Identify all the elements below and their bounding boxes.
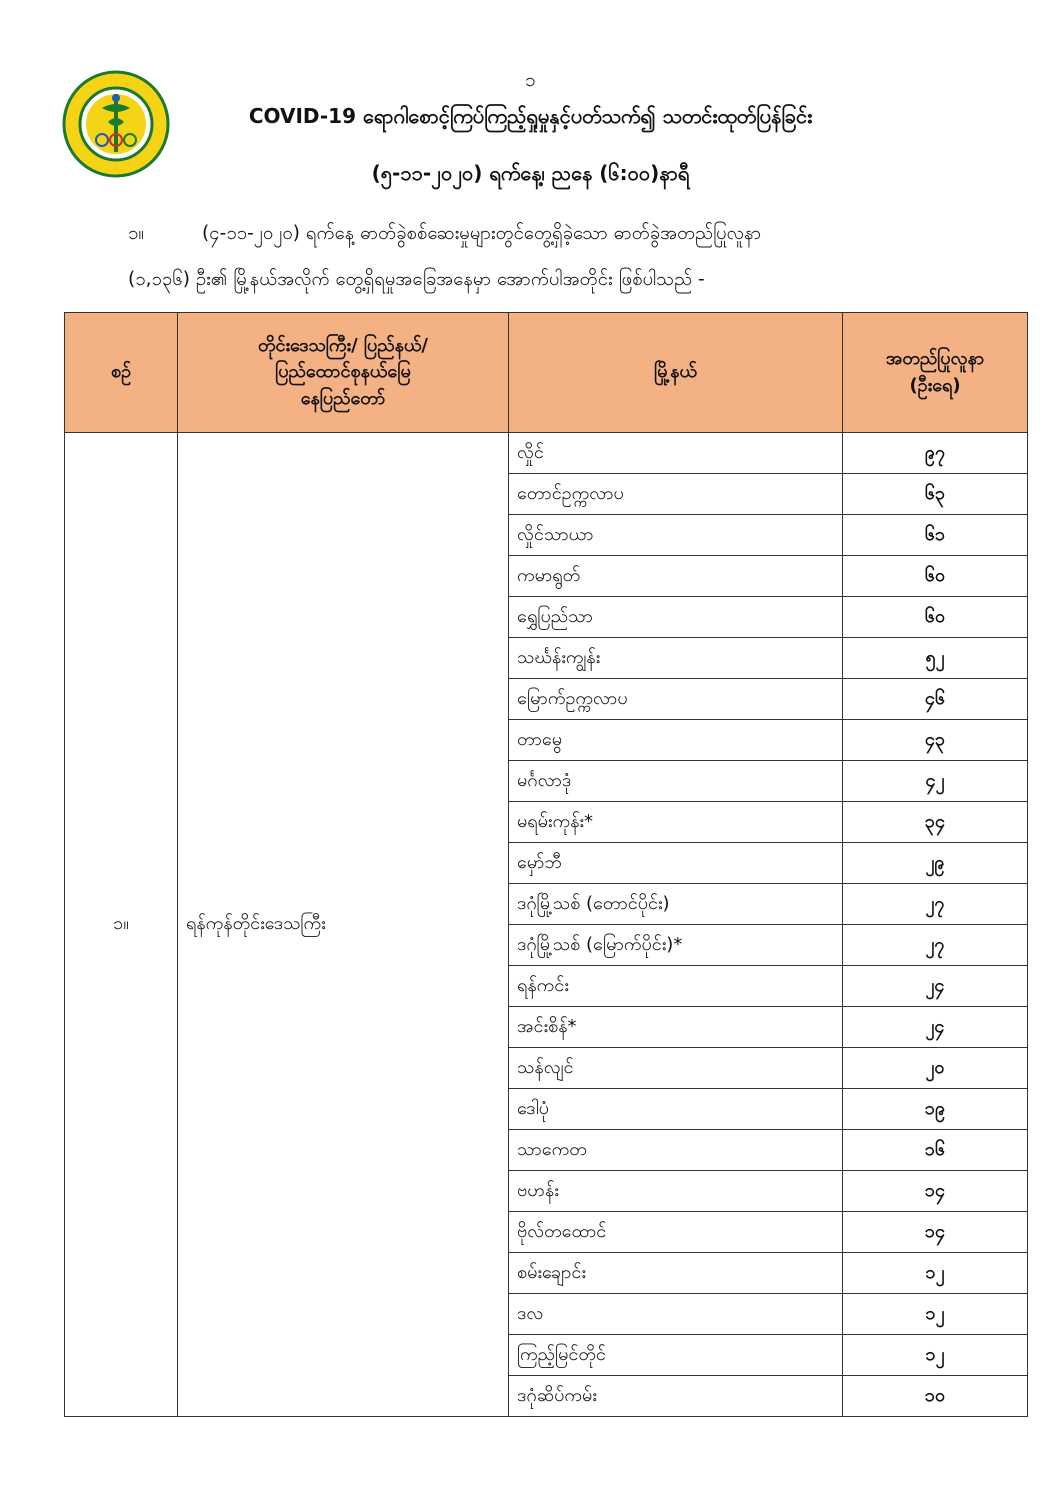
- township-cell: မရမ်းကုန်း*: [509, 802, 843, 843]
- township-cell: အင်းစိန်*: [509, 1007, 843, 1048]
- case-count-cell: ၁၄: [843, 1212, 1028, 1253]
- case-count-cell: ၆၃: [843, 474, 1028, 515]
- township-cell: မင်္ဂလာဒုံ: [509, 761, 843, 802]
- township-cell: မြောက်ဥက္ကလာပ: [509, 679, 843, 720]
- paragraph-number: ၁။: [128, 223, 145, 244]
- case-count-cell: ၆၀: [843, 597, 1028, 638]
- township-cell: သာကေတ: [509, 1130, 843, 1171]
- township-cell: စမ်းချောင်း: [509, 1253, 843, 1294]
- paragraph-line-1: [128, 222, 1027, 249]
- case-count-cell: ၂၇: [843, 884, 1028, 925]
- township-cell: ဗဟန်း: [509, 1171, 843, 1212]
- case-count-cell: ၉၇: [843, 433, 1028, 474]
- header-cases: [843, 313, 1028, 433]
- case-count-cell: ၁၄: [843, 1171, 1028, 1212]
- header-region-line-1: တိုင်းဒေသကြီး/ ပြည်နယ်/: [257, 335, 429, 357]
- township-cell: ရွှေပြည်သာ: [509, 597, 843, 638]
- region-cell: ရန်ကုန်တိုင်းဒေသကြီး: [178, 433, 509, 1417]
- case-count-cell: ၂၇: [843, 925, 1028, 966]
- case-count-cell: ၁၉: [843, 1089, 1028, 1130]
- case-count-cell: ၁၂: [843, 1294, 1028, 1335]
- case-count-cell: ၅၂: [843, 638, 1028, 679]
- document-subtitle: (၅-၁၁-၂၀၂၀) ရက်နေ့၊ ညနေ (၆:၀၀)နာရီ: [371, 161, 690, 185]
- township-cell: သန်လျင်: [509, 1048, 843, 1089]
- page-number: ၁: [525, 69, 536, 91]
- header-cases-line-2: (ဦးရေ): [909, 374, 961, 396]
- serial-cell: ၁။: [65, 433, 178, 1417]
- case-count-cell: ၁၂: [843, 1253, 1028, 1294]
- township-cell: လှိုင်: [509, 433, 843, 474]
- township-cell: လှိုင်သာယာ: [509, 515, 843, 556]
- township-cell: ဒဂုံမြို့သစ် (တောင်ပိုင်း): [509, 884, 843, 925]
- township-cell: ဒဂုံမြို့သစ် (မြောက်ပိုင်း)*: [509, 925, 843, 966]
- township-cell: ကြည့်မြင်တိုင်: [509, 1335, 843, 1376]
- table-row: [65, 433, 1028, 474]
- case-count-cell: ၃၄: [843, 802, 1028, 843]
- township-cell: သင်္ဃန်းကျွန်း: [509, 638, 843, 679]
- case-count-cell: ၄၃: [843, 720, 1028, 761]
- header-cases-line-1: အတည်ပြုလူနာ: [885, 348, 985, 370]
- paragraph-line-2: (၁,၁၃၆) ဦး၏ မြို့နယ်အလိုက် တွေ့ရှိရမှုအခြေအနေမှာ အောက်ပါအတိုင်း ဖြစ်ပါသည် -: [128, 269, 705, 290]
- township-cell: ဗိုလ်တထောင်: [509, 1212, 843, 1253]
- case-count-cell: ၂၄: [843, 966, 1028, 1007]
- header-township: မြို့နယ်: [509, 313, 843, 433]
- case-count-cell: ၂၄: [843, 1007, 1028, 1048]
- paragraph-text-1: (၄-၁၁-၂၀၂၀) ရက်နေ့ ဓာတ်ခွဲစစ်ဆေးမှုများတွင်တွေ့ရှိခဲ့သော ဓာတ်ခွဲအတည်ပြုလူနာ: [202, 223, 762, 244]
- document-title: COVID-19 ရောဂါစောင့်ကြပ်ကြည့်ရှုမှုနှင့်ပတ်သက်၍ သတင်းထုတ်ပြန်ခြင်း: [248, 104, 813, 128]
- cases-table: [64, 312, 1028, 1417]
- township-cell: ရန်ကင်း: [509, 966, 843, 1007]
- case-count-cell: ၆၀: [843, 556, 1028, 597]
- case-count-cell: ၂၉: [843, 843, 1028, 884]
- township-cell: ဒလ: [509, 1294, 843, 1335]
- table-body: [65, 433, 1028, 1417]
- table-header-row: [65, 313, 1028, 433]
- case-count-cell: ၁၆: [843, 1130, 1028, 1171]
- case-count-cell: ၂၀: [843, 1048, 1028, 1089]
- header-region: [178, 313, 509, 433]
- header-region-line-2: ပြည်ထောင်စုနယ်မြေ: [275, 361, 411, 383]
- header-region-line-3: နေပြည်တော်: [300, 387, 386, 409]
- case-count-cell: ၁၂: [843, 1335, 1028, 1376]
- township-cell: တာမွေ: [509, 720, 843, 761]
- township-cell: ဒဂုံဆိပ်ကမ်း: [509, 1376, 843, 1417]
- case-count-cell: ၆၁: [843, 515, 1028, 556]
- header-serial: စဉ်: [65, 313, 178, 433]
- case-count-cell: ၄၆: [843, 679, 1028, 720]
- township-cell: ကမာရွတ်: [509, 556, 843, 597]
- case-count-cell: ၄၂: [843, 761, 1028, 802]
- township-cell: မှော်ဘီ: [509, 843, 843, 884]
- township-cell: ဒေါပုံ: [509, 1089, 843, 1130]
- case-count-cell: ၁၀: [843, 1376, 1028, 1417]
- township-cell: တောင်ဥက္ကလာပ: [509, 474, 843, 515]
